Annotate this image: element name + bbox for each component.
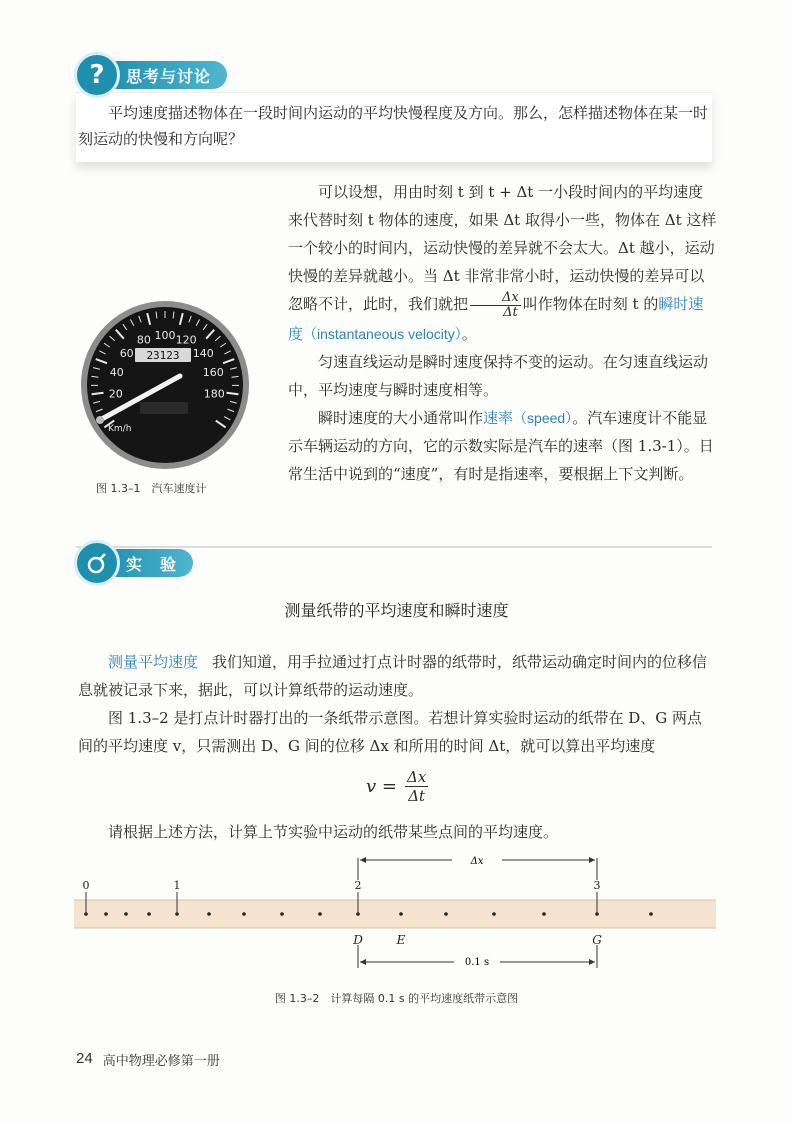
- average-velocity-formula: v = $\frac{\Delta x}{\Delta t}$: [366, 768, 427, 805]
- instantaneous-velocity-text: [288, 178, 718, 488]
- experiment-paragraph-3: 请根据上述方法，计算上节实验中运动的纸带某些点间的平均速度。: [108, 823, 559, 841]
- paragraph-2: 匀速直线运动是瞬时速度保持不变的运动。在匀速直线运动中，平均速度与瞬时速度相等。: [288, 352, 709, 399]
- figure1-caption: 图 1.3–1 汽车速度计: [96, 482, 207, 495]
- page-footer: [76, 1050, 220, 1069]
- term-speed-en: （speed）: [513, 409, 573, 426]
- experiment-paragraph-1: 测量平均速度 我们知道，用手拉通过打点计时器的纸带时，纸带运动确定时间内的位移信息就被记录下来，据此，可以计算纸带的运动速度。: [78, 653, 708, 699]
- dial-label: 40: [109, 366, 124, 380]
- time-interval-label: 0.1 s: [464, 957, 490, 968]
- term-speed: 速率: [483, 408, 514, 427]
- tape-dot: [542, 912, 546, 916]
- paper-tape-diagram: [74, 850, 716, 975]
- lead-average-velocity: 测量平均速度: [108, 653, 199, 671]
- dial-label: 120: [175, 333, 197, 347]
- dial-label: 20: [108, 387, 123, 401]
- paragraph-1: 可以设想，用由时刻 t 到 t + Δt 一小段时间内的平均速度来代替时刻 t 物体的速度，如果 Δt 取得小一些，物体在 Δt 这样一个较小的时间内，运动快慢的差异就不会太大。Δt 越小，运动快慢的差异就越小。当 Δt 非常非常小时，运动快慢的差异可以忽略不计，此时，我们就把 $\frac{\Delta x}{\Delta t}$ 叫作物体在时刻 t 的瞬时速度（instantaneous velocity）。: [288, 183, 717, 343]
- term-instantaneous-velocity-en: （instantaneous velocity）: [303, 325, 462, 342]
- tape-dot: [124, 912, 128, 916]
- experiment-section-header: [74, 540, 193, 586]
- experiment-subtitle: 测量纸带的平均速度和瞬时速度: [284, 601, 509, 620]
- experiment-text-2: [78, 818, 714, 846]
- tape-point-label: G: [592, 933, 602, 947]
- speed-unit-label: Km/h: [108, 424, 132, 434]
- experiment-text: [78, 648, 714, 760]
- fraction-dx-dt: $\frac{\Delta x}{\Delta t}$: [470, 291, 521, 320]
- tape-point-label: E: [396, 933, 406, 947]
- speedometer-image: [80, 300, 250, 470]
- tape-count-label: 0: [82, 879, 90, 892]
- experiment-paragraph-2: 图 1.3–2 是打点计时器打出的一条纸带示意图。若想计算实验时运动的纸带在 D、G 两点间的平均速度 v，只需测出 D、G 间的位移 Δx 和所用的时间 Δt，就可以算出平均速度: [78, 709, 702, 755]
- dial-label: 80: [136, 333, 151, 347]
- think-text: 平均速度描述物体在一段时间内运动的平均快慢程度及方向。那么，怎样描述物体在某一时刻运动的快慢和方向呢？: [78, 104, 709, 148]
- experiment-section-title: 实 验: [104, 549, 193, 577]
- dial-label: 100: [154, 329, 176, 342]
- tape-dot: [242, 912, 246, 916]
- paper-tape: [74, 900, 716, 928]
- tape-dot: [318, 912, 322, 916]
- tape-count-label: 2: [354, 879, 362, 892]
- odometer-reading: 23123: [146, 349, 180, 362]
- tape-dot: [649, 912, 653, 916]
- book-title: 高中物理必修第一册: [102, 1054, 220, 1069]
- figure2-caption: 图 1.3–2 计算每隔 0.1 s 的平均速度纸带示意图: [274, 992, 519, 1005]
- delta-x-label: Δx: [470, 856, 484, 867]
- dial-label: 60: [119, 346, 134, 360]
- page-number: 24: [76, 1050, 93, 1067]
- flask-icon: [74, 540, 120, 586]
- dial-label: 140: [192, 346, 214, 360]
- tape-dot: [280, 912, 284, 916]
- tape-dot: [104, 912, 108, 916]
- tape-dot: [399, 912, 403, 916]
- question-icon: ?: [74, 52, 120, 98]
- term-instantaneous-velocity: 瞬时速度: [288, 295, 704, 343]
- paragraph-3: 瞬时速度的大小通常叫作速率（speed）。汽车速度计不能显示车辆运动的方向，它的示数实际是汽车的速率（图 1.3-1）。日常生活中说到的“速度”，有时是指速率，要根据上下文判断。: [288, 408, 714, 483]
- tape-count-label: 1: [173, 879, 181, 892]
- tape-point-label: D: [353, 933, 363, 947]
- tape-count-label: 3: [593, 879, 601, 892]
- tape-dot: [207, 912, 211, 916]
- tape-dot: [147, 912, 151, 916]
- dial-label: 160: [202, 366, 224, 380]
- tape-dot: [444, 912, 448, 916]
- think-section-title: 思考与讨论: [104, 61, 227, 89]
- tape-dot: [492, 912, 496, 916]
- dial-label: 180: [203, 387, 225, 401]
